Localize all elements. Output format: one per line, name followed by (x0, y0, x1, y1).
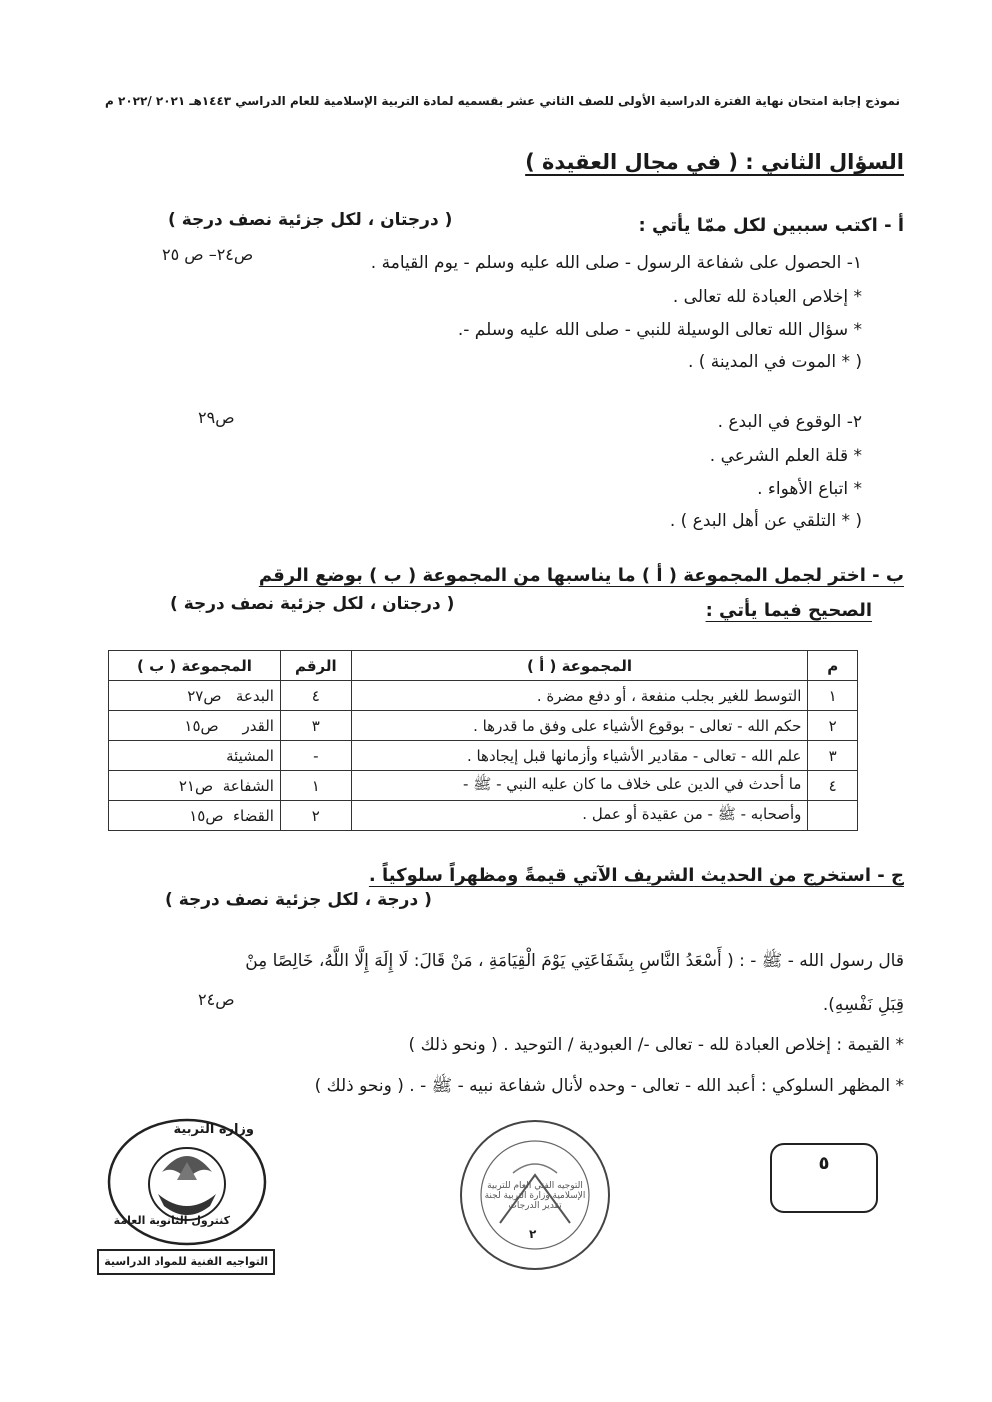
cell-ref: ص١٥ (184, 716, 219, 735)
hadith-text-end: قِبَلِ نَفْسِهِ). (822, 995, 904, 1015)
cell-group-b (109, 681, 281, 711)
cell-group-b (109, 771, 281, 801)
page-number: ٥ (770, 1143, 878, 1213)
table-header-row (109, 651, 858, 681)
cell-ref: ص٢١ (178, 776, 214, 795)
table-row (109, 801, 858, 831)
table-row (109, 771, 858, 801)
cell-number: ٢ (280, 801, 351, 831)
part-b-grade: ( درجتان ، لكل جزئية نصف درجة ) (170, 594, 455, 614)
cell-m: ٣ (808, 741, 858, 771)
cell-term: البدعة (235, 686, 274, 705)
grading-seal (455, 1115, 615, 1275)
part-a-title: أ - اكتب سببين لكل ممّا يأتي : (638, 215, 904, 236)
col-header-m: م (808, 651, 858, 681)
cell-group-a: ما أحدث في الدين على خلاف ما كان عليه النبي - ﷺ - (351, 771, 808, 801)
cell-m: ٤ (808, 771, 858, 801)
table-row (109, 681, 858, 711)
cell-ref: ص٢٧ (187, 686, 222, 705)
part-a-item1-ref: ص٢٤– ص ٢٥ (162, 245, 254, 264)
part-a-item2-ref: ص٢٩ (198, 408, 235, 427)
cell-term: الشفاعة (222, 776, 274, 795)
table-row (109, 711, 858, 741)
cell-number: ١ (280, 771, 351, 801)
col-header-group-b: المجموعة ( ب ) (109, 651, 281, 681)
cell-m: ٢ (808, 711, 858, 741)
col-header-group-a: المجموعة ( أ ) (351, 651, 808, 681)
cell-group-a: التوسط للغير بجلب منفعة ، أو دفع مضرة . (351, 681, 808, 711)
cell-m (808, 801, 858, 831)
cell-m: ١ (808, 681, 858, 711)
answer-value: * القيمة : إخلاص العبادة لله - تعالى -/ العبودية / التوحيد . ( ونحو ذلك ) (408, 1035, 904, 1055)
cell-term: القدر (242, 716, 274, 735)
part-a-item1: ١- الحصول على شفاعة الرسول - صلى الله عليه وسلم - يوم القيامة . (370, 253, 862, 273)
cell-group-b (109, 801, 281, 831)
logo-subtitle: كنترول الثانوية العامة (113, 1214, 230, 1227)
part-c-title: ج - استخرج من الحديث الشريف الآتي قيمةً ومظهراً سلوكياً . (368, 865, 904, 886)
cell-number: ٤ (280, 681, 351, 711)
logo-caption: التواجيه الفنية للمواد الدراسية (104, 1255, 268, 1268)
hadith-text: قال رسول الله - ﷺ - : ( أَسْعَدُ النَّاسِ بِشَفَاعَتِي يَوْمَ الْقِيَامَةِ ، مَنْ قَالَ: لَا إِلَهَ إِلَّا اللَّهُ، خَالِصًا مِنْ (245, 951, 904, 971)
part-c-ref: ص٢٤ (198, 990, 235, 1009)
part-a-item2-answer: * قلة العلم الشرعي . (709, 446, 862, 466)
question-title: السؤال الثاني : ( في مجال العقيدة ) (525, 150, 904, 174)
cell-group-a: حكم الله - تعالى - بوقوع الأشياء على وفق ما قدرها . (351, 711, 808, 741)
table-row (109, 741, 858, 771)
cell-number: - (280, 741, 351, 771)
col-header-number: الرقم (280, 651, 351, 681)
ministry-logo (92, 1110, 282, 1280)
part-a-item1-answer: * إخلاص العبادة لله تعالى . (672, 287, 862, 307)
cell-group-b (109, 711, 281, 741)
part-a-grade: ( درجتان ، لكل جزئية نصف درجة ) (168, 210, 453, 230)
part-a-item2: ٢- الوقوع في البدع . (717, 412, 862, 432)
cell-group-b (109, 741, 281, 771)
cell-group-a: علم الله - تعالى - مقادير الأشياء وأزمانها قبل إيجادها . (351, 741, 808, 771)
part-a-item1-answer: * سؤال الله تعالى الوسيلة للنبي - صلى الله عليه وسلم -. (457, 320, 862, 340)
part-b-title-line2: الصحيح فيما يأتي : (705, 600, 872, 621)
part-a-item1-answer: ( * الموت في المدينة ) . (687, 352, 862, 372)
part-a-item2-answer: ( * التلقي عن أهل البدع ) . (669, 511, 862, 531)
cell-number: ٣ (280, 711, 351, 741)
part-a-item2-answer: * اتباع الأهواء . (757, 479, 862, 499)
logo-ministry-text: وزارة التربية (173, 1122, 254, 1137)
seal-number: ٢ (529, 1227, 537, 1241)
answer-behavior: * المظهر السلوكي : أعبد الله - تعالى - وحده لأنال شفاعة نبيه - ﷺ - . ( ونحو ذلك ) (314, 1076, 904, 1096)
matching-table (108, 650, 858, 831)
exam-header: نموذج إجابة امتحان نهاية الفترة الدراسية الأولى للصف الثاني عشر بقسميه لمادة التربية الإسلامية للعام الدراسي ١٤٤٣هـ ٢٠٢١ /٢٠٢٢ م (105, 94, 900, 108)
seal-text: التوجيه الفني العام للتربية الإسلامية وزارة التربية لجنة تقدير الدرجات (484, 1181, 586, 1211)
cell-group-a: وأصحابه - ﷺ - من عقيدة أو عمل . (351, 801, 808, 831)
part-c-grade: ( درجة ، لكل جزئية نصف درجة ) (165, 890, 432, 910)
cell-ref: ص١٥ (189, 806, 224, 825)
cell-term: المشيئة (226, 746, 274, 765)
cell-term: القضاء (233, 806, 274, 825)
part-b-title: ب - اختر لجمل المجموعة ( أ ) ما يناسبها من المجموعة ( ب ) بوضع الرقم (258, 565, 904, 586)
